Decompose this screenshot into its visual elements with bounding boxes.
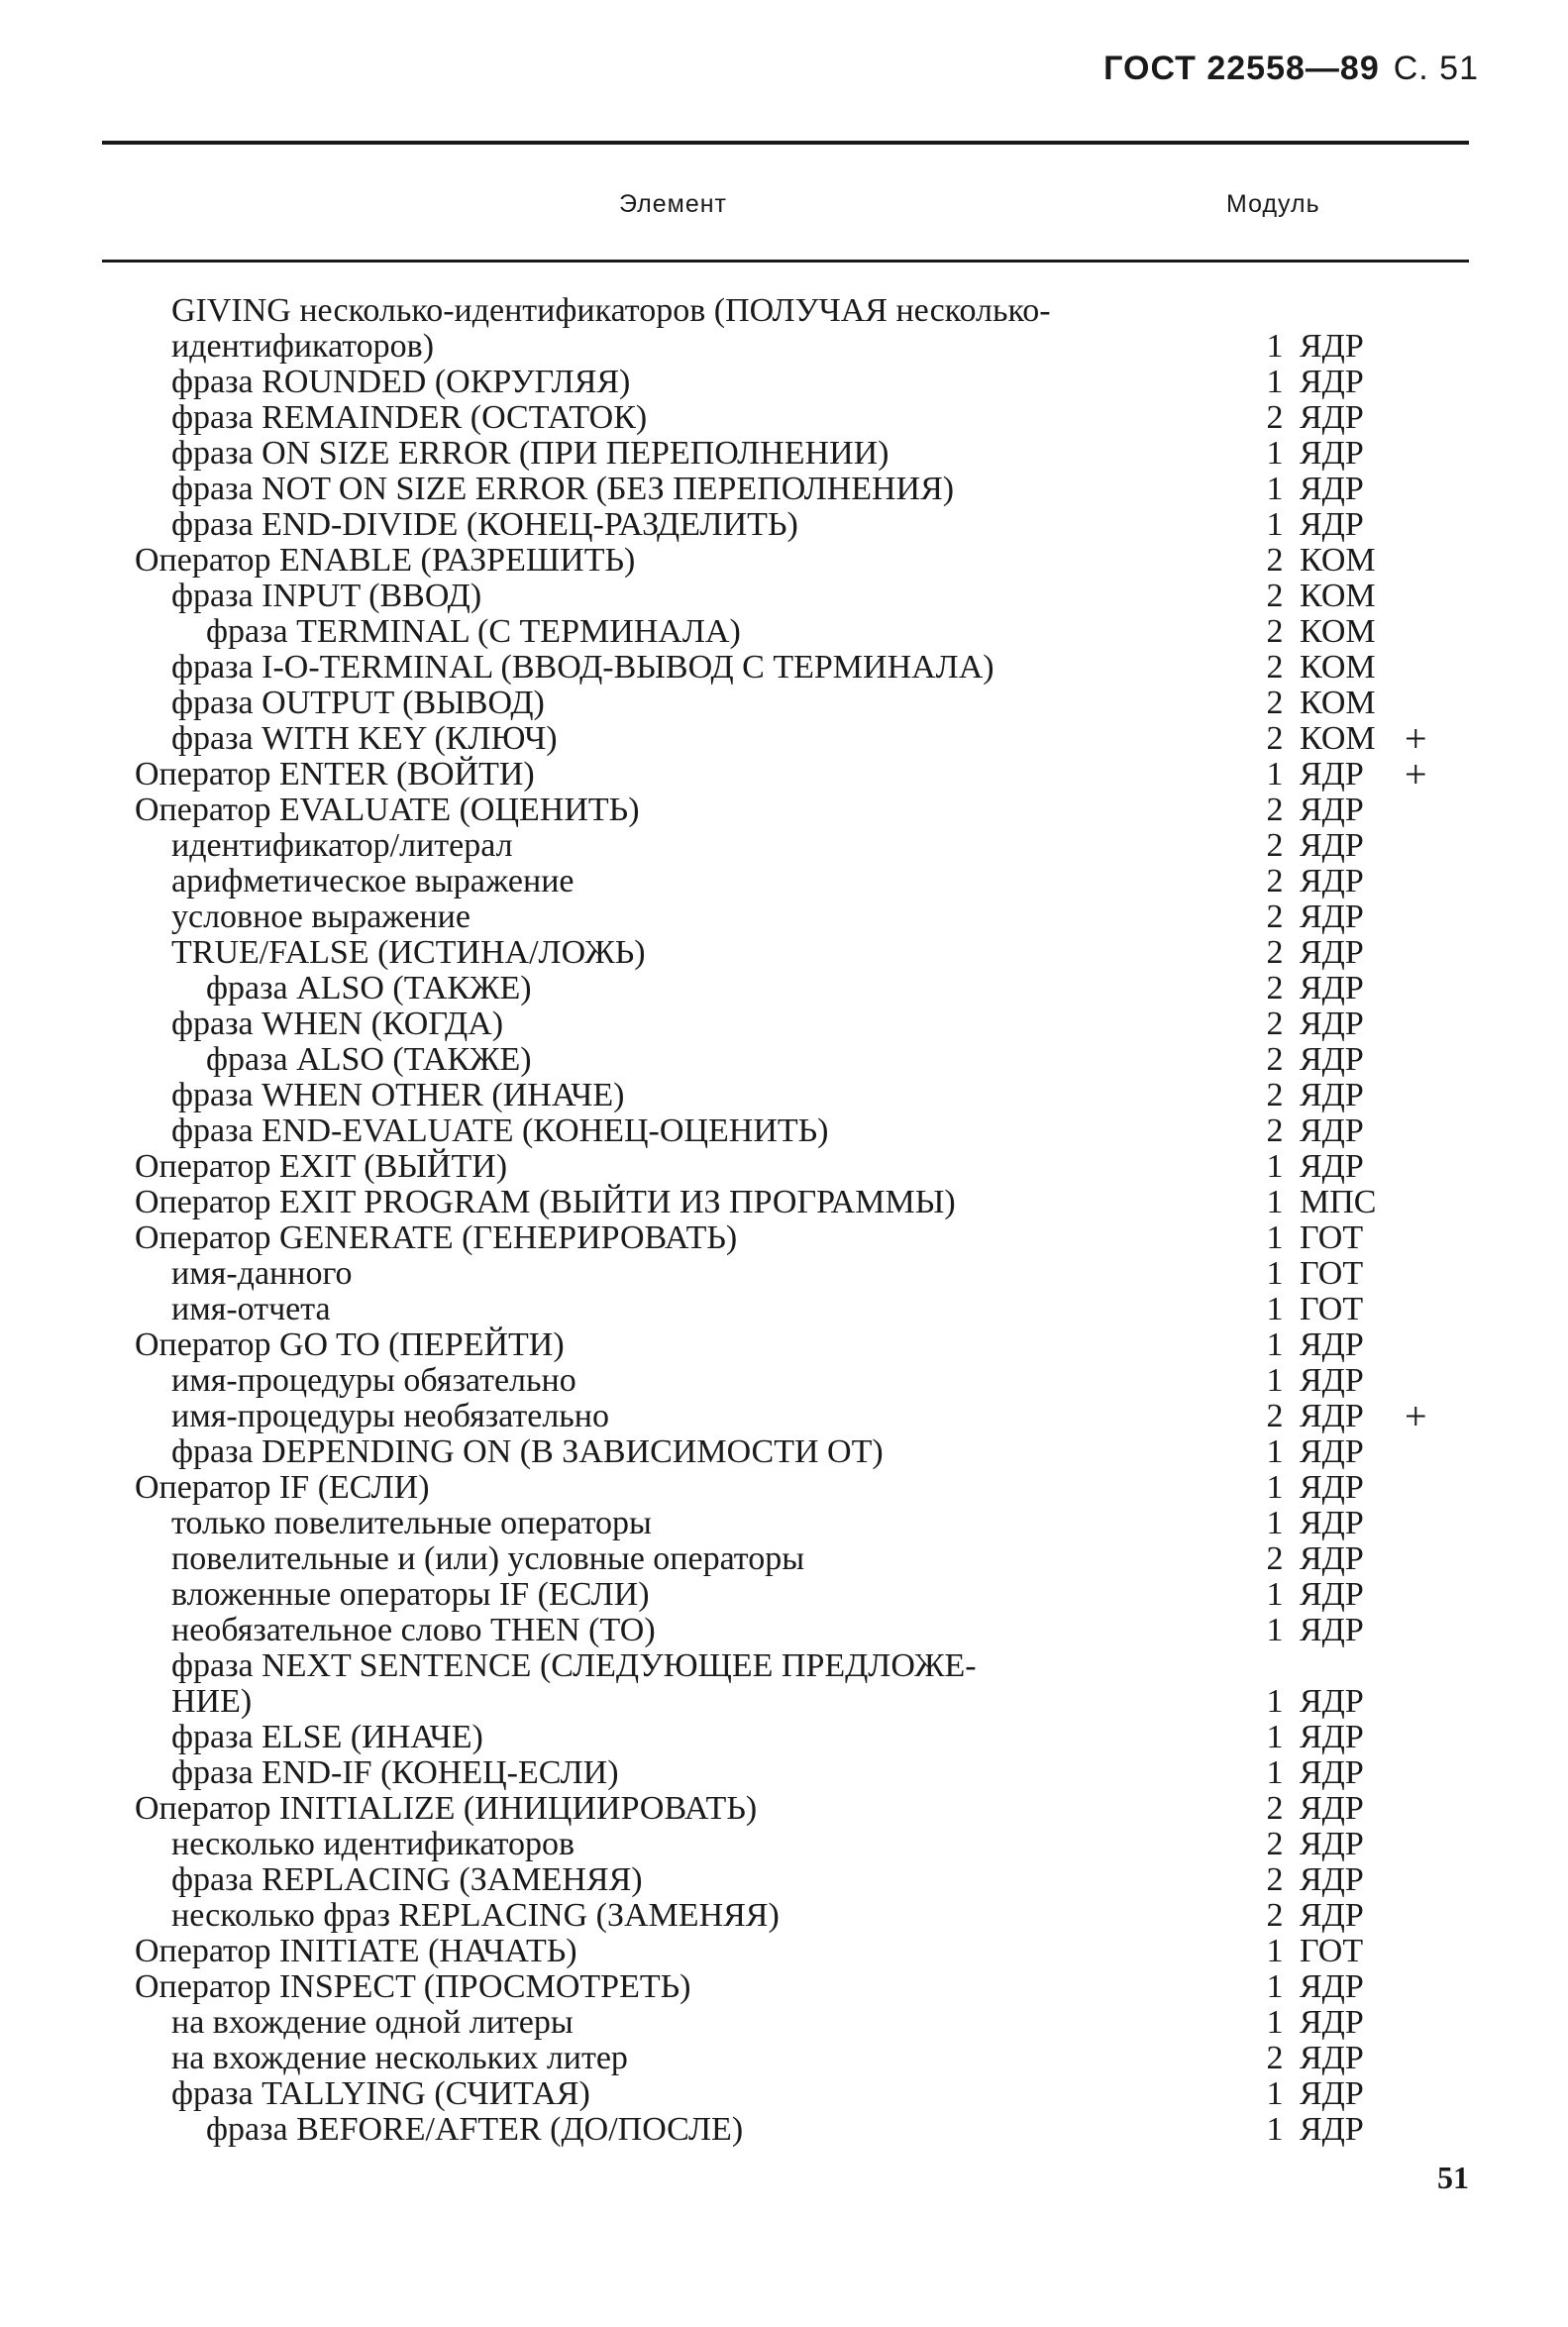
module-value: ЯДР <box>1300 1433 1364 1470</box>
element-text: Оператор EXIT PROGRAM (ВЫЙТИ ИЗ ПРОГРАММЫ) <box>135 1184 956 1220</box>
level-value: 1 <box>1266 1576 1284 1613</box>
element-text: GIVING несколько-идентификаторов (ПОЛУЧАЯ несколько- <box>171 292 1051 329</box>
element-text: идентификаторов) <box>171 328 435 365</box>
level-value: 2 <box>1266 827 1284 864</box>
table-row <box>0 365 1568 400</box>
module-value: МПС <box>1300 1184 1377 1220</box>
module-value: ЯДР <box>1300 863 1364 899</box>
level-value: 2 <box>1266 1112 1284 1149</box>
module-value: КОМ <box>1300 542 1376 579</box>
element-text: фраза ELSE (ИНАЧЕ) <box>171 1719 483 1755</box>
element-text: Оператор GO TO (ПЕРЕЙТИ) <box>135 1326 565 1363</box>
level-value: 2 <box>1266 685 1284 721</box>
element-text: Оператор EVALUATE (ОЦЕНИТЬ) <box>135 792 640 828</box>
level-value: 1 <box>1266 2075 1284 2112</box>
table-row <box>0 1613 1568 1648</box>
module-value: ЯДР <box>1300 1576 1364 1613</box>
module-value: ЯДР <box>1300 399 1364 436</box>
element-text: фраза ALSO (ТАКЖЕ) <box>206 970 532 1006</box>
module-value: ЯДР <box>1300 1398 1364 1434</box>
table-row <box>0 1078 1568 1113</box>
element-text: Оператор INITIALIZE (ИНИЦИИРОВАТЬ) <box>135 1790 758 1827</box>
level-value: 1 <box>1266 1148 1284 1185</box>
level-value: 2 <box>1266 934 1284 971</box>
level-value: 1 <box>1266 1933 1284 1969</box>
level-value: 2 <box>1266 578 1284 614</box>
table-row <box>0 614 1568 650</box>
table-row <box>0 971 1568 1006</box>
module-value: ГОТ <box>1300 1291 1364 1327</box>
level-value: 1 <box>1266 471 1284 507</box>
table-row <box>0 507 1568 543</box>
module-value: ЯДР <box>1300 970 1364 1006</box>
table-row <box>0 1969 1568 2005</box>
module-value: ЯДР <box>1300 792 1364 828</box>
level-value: 1 <box>1266 1362 1284 1399</box>
plus-mark: + <box>1405 752 1427 796</box>
level-value: 2 <box>1266 1005 1284 1042</box>
table-row <box>0 899 1568 935</box>
table-row <box>0 579 1568 614</box>
element-text: Оператор IF (ЕСЛИ) <box>135 1469 430 1506</box>
table-row <box>0 935 1568 971</box>
level-value: 1 <box>1266 1291 1284 1327</box>
module-value: ЯДР <box>1300 328 1364 365</box>
table-header-rule <box>102 260 1469 263</box>
level-value: 2 <box>1266 613 1284 650</box>
module-value: ЯДР <box>1300 471 1364 507</box>
level-value: 2 <box>1266 899 1284 935</box>
table-row <box>0 543 1568 579</box>
module-value: ЯДР <box>1300 1683 1364 1720</box>
element-text: фраза REMAINDER (ОСТАТОК) <box>171 399 648 436</box>
module-value: ЯДР <box>1300 506 1364 543</box>
level-value: 1 <box>1266 2111 1284 2148</box>
element-text: фраза END-IF (КОНЕЦ-ЕСЛИ) <box>171 1754 619 1791</box>
table-row <box>0 1042 1568 1078</box>
module-value: ГОТ <box>1300 1219 1364 1256</box>
level-value: 2 <box>1266 2040 1284 2076</box>
module-value: ЯДР <box>1300 1754 1364 1791</box>
element-text: фраза TALLYING (СЧИТАЯ) <box>171 2075 590 2112</box>
level-value: 2 <box>1266 792 1284 828</box>
table-row <box>0 1256 1568 1292</box>
table-row <box>0 293 1568 329</box>
table-row <box>0 650 1568 686</box>
level-value: 1 <box>1266 328 1284 365</box>
table-row <box>0 864 1568 899</box>
element-text: арифметическое выражение <box>171 863 575 899</box>
level-value: 2 <box>1266 1041 1284 1078</box>
module-value: ЯДР <box>1300 1826 1364 1862</box>
element-text: фраза WITH KEY (КЛЮЧ) <box>171 720 558 757</box>
table-row <box>0 1363 1568 1399</box>
level-value: 1 <box>1266 1612 1284 1648</box>
plus-mark: + <box>1405 1394 1427 1438</box>
table-row <box>0 1292 1568 1327</box>
module-value: ЯДР <box>1300 1005 1364 1042</box>
module-value: ЯДР <box>1300 2075 1364 2112</box>
level-value: 1 <box>1266 1719 1284 1755</box>
element-text: TRUE/FALSE (ИСТИНА/ЛОЖЬ) <box>171 934 646 971</box>
level-value: 1 <box>1266 1469 1284 1506</box>
level-value: 1 <box>1266 1505 1284 1541</box>
table-row <box>0 1149 1568 1185</box>
table-row <box>0 1862 1568 1898</box>
table-row <box>0 1684 1568 1720</box>
level-value: 1 <box>1266 1754 1284 1791</box>
module-value: ЯДР <box>1300 827 1364 864</box>
element-text: фраза WHEN OTHER (ИНАЧЕ) <box>171 1077 625 1113</box>
level-value: 2 <box>1266 399 1284 436</box>
level-value: 1 <box>1266 435 1284 472</box>
level-value: 1 <box>1266 364 1284 400</box>
table-row <box>0 1185 1568 1220</box>
table-row <box>0 1470 1568 1506</box>
level-value: 1 <box>1266 1433 1284 1470</box>
module-value: ГОТ <box>1300 1933 1364 1969</box>
module-value: ЯДР <box>1300 1861 1364 1898</box>
module-value: ЯДР <box>1300 1326 1364 1363</box>
module-value: ЯДР <box>1300 2040 1364 2076</box>
module-value: ЯДР <box>1300 934 1364 971</box>
module-value: ЯДР <box>1300 1469 1364 1506</box>
element-text: Оператор INITIATE (НАЧАТЬ) <box>135 1933 577 1969</box>
plus-mark: + <box>1405 716 1427 761</box>
table-row <box>0 1434 1568 1470</box>
table-top-rule <box>102 141 1469 145</box>
element-text: несколько фраз REPLACING (ЗАМЕНЯЯ) <box>171 1897 780 1934</box>
level-value: 1 <box>1266 756 1284 793</box>
element-text: необязательное слово THEN (ТО) <box>171 1612 656 1648</box>
table-row <box>0 1898 1568 1934</box>
table-row <box>0 752 1568 796</box>
module-value: ГОТ <box>1300 1255 1364 1292</box>
table-row <box>0 686 1568 721</box>
column-header-module: Модуль <box>1226 190 1320 218</box>
module-value: ЯДР <box>1300 2111 1364 2148</box>
document-code: ГОСТ 22558—89 <box>1103 50 1380 87</box>
module-value: ЯДР <box>1300 1505 1364 1541</box>
element-text: Оператор GENERATE (ГЕНЕРИРОВАТЬ) <box>135 1219 738 1256</box>
element-text: повелительные и (или) условные операторы <box>171 1540 805 1577</box>
level-value: 2 <box>1266 720 1284 757</box>
element-text: фраза NOT ON SIZE ERROR (БЕЗ ПЕРЕПОЛНЕНИЯ) <box>171 471 955 507</box>
level-value: 1 <box>1266 506 1284 543</box>
table-row <box>0 1648 1568 1684</box>
column-header-element: Элемент <box>619 190 727 218</box>
level-value: 2 <box>1266 1540 1284 1577</box>
module-value: ЯДР <box>1300 1148 1364 1185</box>
level-value: 1 <box>1266 1184 1284 1220</box>
table-row <box>0 1113 1568 1149</box>
table-row <box>0 2112 1568 2148</box>
level-value: 2 <box>1266 970 1284 1006</box>
table-row <box>0 1791 1568 1827</box>
element-text: фраза WHEN (КОГДА) <box>171 1005 504 1042</box>
element-text: вложенные операторы IF (ЕСЛИ) <box>171 1576 650 1613</box>
element-text: фраза TERMINAL (С ТЕРМИНАЛА) <box>206 613 741 650</box>
element-text: фраза INPUT (ВВОД) <box>171 578 482 614</box>
module-value: ЯДР <box>1300 1077 1364 1113</box>
level-value: 2 <box>1266 1826 1284 1862</box>
table-row <box>0 1006 1568 1042</box>
level-value: 2 <box>1266 1861 1284 1898</box>
table-row <box>0 1327 1568 1363</box>
table-row <box>0 2076 1568 2112</box>
element-text: на вхождение одной литеры <box>171 2004 574 2041</box>
table-row <box>0 2041 1568 2076</box>
element-text: Оператор INSPECT (ПРОСМОТРЕТЬ) <box>135 1968 691 2005</box>
table-row <box>0 1827 1568 1862</box>
table-row <box>0 1394 1568 1438</box>
module-value: ЯДР <box>1300 1112 1364 1149</box>
level-value: 2 <box>1266 1398 1284 1434</box>
element-text: фраза DEPENDING ON (В ЗАВИСИМОСТИ ОТ) <box>171 1433 884 1470</box>
table-row <box>0 329 1568 365</box>
module-value: ЯДР <box>1300 1041 1364 1078</box>
module-value: ЯДР <box>1300 1540 1364 1577</box>
table-row <box>0 1720 1568 1755</box>
element-text: имя-данного <box>171 1255 353 1292</box>
table-row <box>0 1755 1568 1791</box>
module-value: КОМ <box>1300 685 1376 721</box>
element-text: фраза OUTPUT (ВЫВОД) <box>171 685 545 721</box>
table-row <box>0 716 1568 761</box>
table-row <box>0 1220 1568 1256</box>
module-value: КОМ <box>1300 578 1376 614</box>
module-value: ЯДР <box>1300 899 1364 935</box>
table-body <box>0 293 1568 2148</box>
level-value: 1 <box>1266 1326 1284 1363</box>
element-text: фраза I-O-TERMINAL (ВВОД-ВЫВОД С ТЕРМИНАЛА) <box>171 649 994 686</box>
level-value: 2 <box>1266 1790 1284 1827</box>
element-text: фраза REPLACING (ЗАМЕНЯЯ) <box>171 1861 643 1898</box>
table-row <box>0 400 1568 436</box>
module-value: ЯДР <box>1300 435 1364 472</box>
level-value: 2 <box>1266 649 1284 686</box>
level-value: 1 <box>1266 1683 1284 1720</box>
page-label: С. 51 <box>1393 50 1479 87</box>
element-text: Оператор ENTER (ВОЙТИ) <box>135 756 535 793</box>
level-value: 1 <box>1266 1219 1284 1256</box>
module-value: ЯДР <box>1300 1968 1364 2005</box>
table-row <box>0 1934 1568 1969</box>
module-value: ЯДР <box>1300 756 1364 793</box>
element-text: только повелительные операторы <box>171 1505 652 1541</box>
element-text: имя-процедуры необязательно <box>171 1398 609 1434</box>
level-value: 2 <box>1266 1077 1284 1113</box>
element-text: фраза NEXT SENTENCE (СЛЕДУЮЩЕЕ ПРЕДЛОЖЕ- <box>171 1647 977 1684</box>
table-row <box>0 828 1568 864</box>
element-text: фраза BEFORE/AFTER (ДО/ПОСЛЕ) <box>206 2111 744 2148</box>
table-row <box>0 472 1568 507</box>
level-value: 1 <box>1266 1255 1284 1292</box>
element-text: имя-процедуры обязательно <box>171 1362 576 1399</box>
level-value: 2 <box>1266 863 1284 899</box>
level-value: 2 <box>1266 542 1284 579</box>
module-value: КОМ <box>1300 613 1376 650</box>
element-text: Оператор EXIT (ВЫЙТИ) <box>135 1148 508 1185</box>
element-text: имя-отчета <box>171 1291 331 1327</box>
module-value: ЯДР <box>1300 1362 1364 1399</box>
table-row <box>0 1541 1568 1577</box>
level-value: 1 <box>1266 2004 1284 2041</box>
element-text: несколько идентификаторов <box>171 1826 575 1862</box>
element-text: фраза END-EVALUATE (КОНЕЦ-ОЦЕНИТЬ) <box>171 1112 829 1149</box>
level-value: 1 <box>1266 1968 1284 2005</box>
page-number: 51 <box>1437 2160 1469 2195</box>
element-text: фраза ALSO (ТАКЖЕ) <box>206 1041 532 1078</box>
table-row <box>0 2005 1568 2041</box>
page-header <box>1103 50 1479 88</box>
table-row <box>0 793 1568 828</box>
module-value: ЯДР <box>1300 1790 1364 1827</box>
element-text: НИЕ) <box>171 1683 253 1720</box>
level-value: 2 <box>1266 1897 1284 1934</box>
element-text: на вхождение нескольких литер <box>171 2040 628 2076</box>
element-text: условное выражение <box>171 899 470 935</box>
table-row <box>0 1506 1568 1541</box>
element-text: фраза END-DIVIDE (КОНЕЦ-РАЗДЕЛИТЬ) <box>171 506 798 543</box>
module-value: ЯДР <box>1300 364 1364 400</box>
element-text: Оператор ENABLE (РАЗРЕШИТЬ) <box>135 542 636 579</box>
module-value: КОМ <box>1300 720 1376 757</box>
module-value: КОМ <box>1300 649 1376 686</box>
element-text: фраза ROUNDED (ОКРУГЛЯЯ) <box>171 364 631 400</box>
module-value: ЯДР <box>1300 1897 1364 1934</box>
table-row <box>0 436 1568 472</box>
module-value: ЯДР <box>1300 1612 1364 1648</box>
element-text: фраза ON SIZE ERROR (ПРИ ПЕРЕПОЛНЕНИИ) <box>171 435 889 472</box>
element-text: идентификатор/литерал <box>171 827 513 864</box>
module-value: ЯДР <box>1300 1719 1364 1755</box>
table-row <box>0 1577 1568 1613</box>
module-value: ЯДР <box>1300 2004 1364 2041</box>
